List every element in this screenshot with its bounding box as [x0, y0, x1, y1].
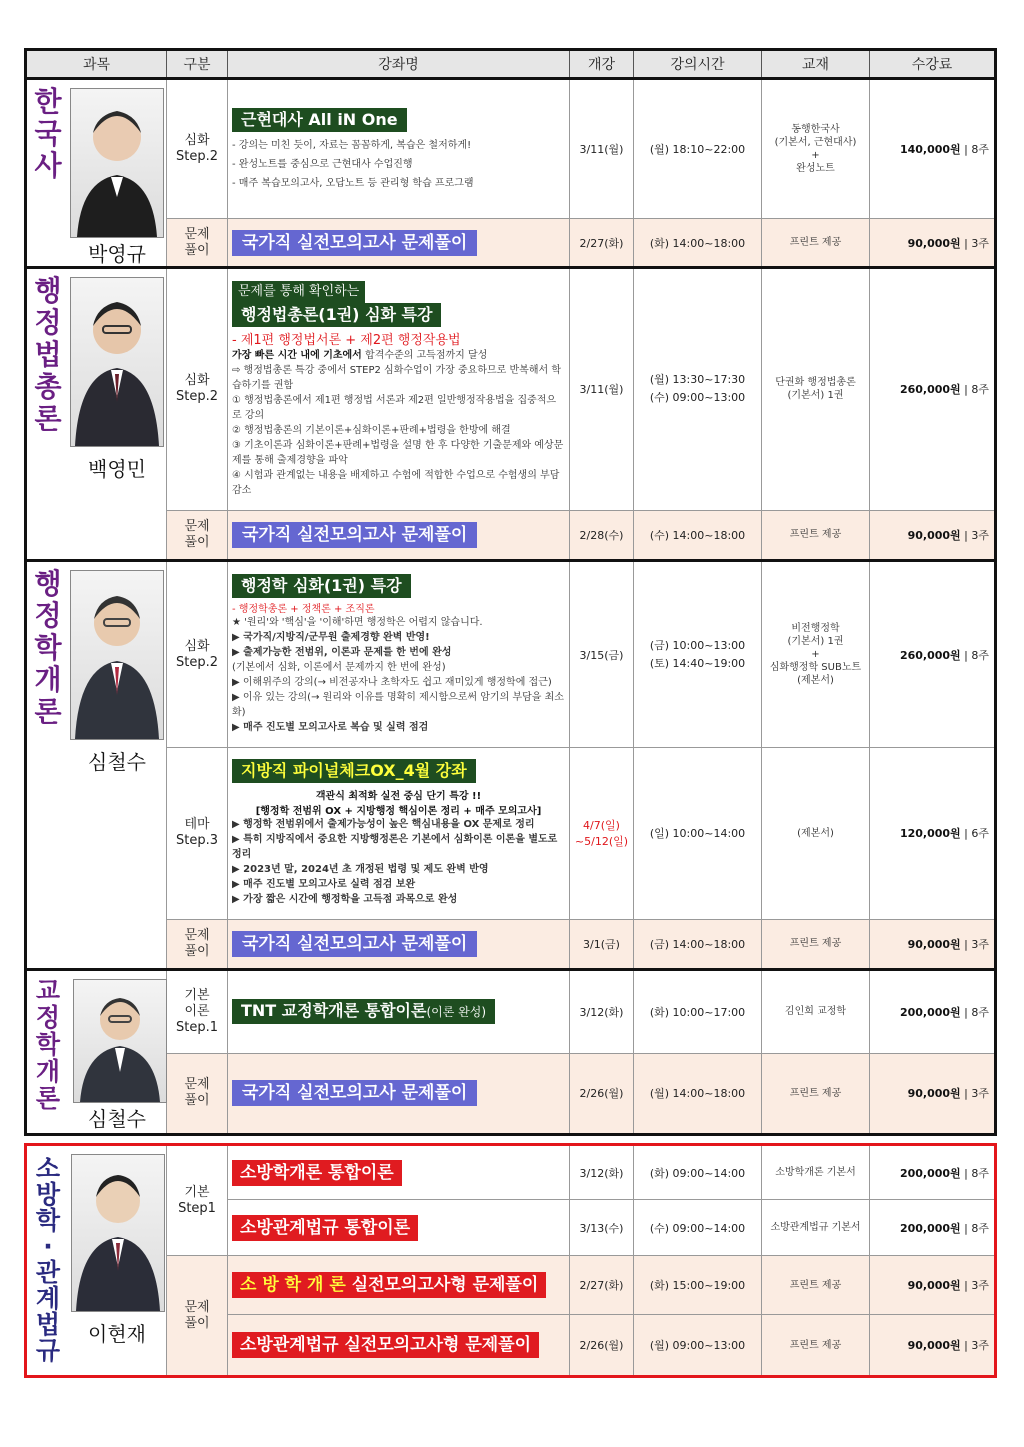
- course-tag: 소방학개론 통합이론: [232, 1160, 402, 1186]
- course-tag-highlight: 소 방 학 개 론: [240, 1275, 346, 1295]
- start-date: 3/11(월): [570, 268, 634, 511]
- textbook: 프린트 제공: [762, 1315, 870, 1377]
- course-desc: [232, 615, 565, 735]
- textbook: (제본서): [762, 748, 870, 919]
- category-cell: 문제 풀이: [167, 510, 228, 560]
- subject-title: 교 정 학 개 론: [35, 976, 61, 1113]
- fee-weeks: | 8주: [960, 648, 989, 662]
- desc-line: ⇨ 행정법총론 특강 중에서 STEP2 심화수업이 가장 중요하므로 반복해서 학습하기를 권함: [232, 364, 561, 391]
- fee-weeks: | 3주: [960, 1279, 989, 1292]
- textbook: 프린트 제공: [762, 219, 870, 268]
- person-icon: [71, 278, 163, 446]
- fee: [870, 79, 996, 219]
- fee: [870, 748, 996, 919]
- start-date: 2/27(화): [570, 219, 634, 268]
- course-cell: [228, 1256, 570, 1315]
- course-tag-note: (이론 완성): [426, 1005, 487, 1020]
- course-tag: 국가직 실전모의고사 문제풀이: [232, 230, 477, 256]
- main-schedule-table: [24, 48, 997, 1136]
- lecture-time: (수) 14:00~18:00: [634, 510, 762, 560]
- teacher-name: 백영민: [88, 457, 146, 481]
- textbook: 김인희 교정학: [762, 970, 870, 1054]
- subject-title: 행 정 학 개 론: [34, 567, 62, 728]
- fee: [870, 1200, 996, 1256]
- teacher-photo: [70, 88, 164, 238]
- textbook: 프린트 제공: [762, 1053, 870, 1134]
- fee-amount: 140,000원: [899, 143, 961, 157]
- lecture-time: (월) 18:10~22:00: [634, 79, 762, 219]
- person-icon: [74, 980, 166, 1102]
- lecture-time: (월) 09:00~13:00: [634, 1315, 762, 1377]
- category-cell: 기본 Step1: [167, 1145, 228, 1256]
- fee-weeks: | 3주: [960, 1087, 989, 1101]
- header-course: 강좌명: [228, 50, 570, 79]
- desc-line: ▶ 매주 진도별 모의고사로 복습 및 실력 점검: [232, 722, 429, 734]
- course-cell: [228, 79, 570, 219]
- course-cell: [228, 919, 570, 969]
- fee-amount: 90,000원: [907, 1279, 961, 1292]
- category-cell: 문제 풀이: [167, 919, 228, 969]
- desc-line: ▶ 가장 짧은 시간에 행정학을 고득점 과목으로 완성: [232, 894, 458, 906]
- person-icon: [71, 89, 163, 237]
- textbook: 동행한국사 (기본서, 근현대사) + 완성노트: [762, 79, 870, 219]
- lecture-time: (월) 14:00~18:00: [634, 1053, 762, 1134]
- category-cell: 문제 풀이: [167, 1053, 228, 1134]
- fee-weeks: | 8주: [960, 143, 989, 157]
- teacher-photo: [70, 570, 164, 740]
- fee-weeks: | 6주: [960, 827, 989, 841]
- desc-lead: 합격수준의 고득점까지 달성: [361, 349, 488, 361]
- category-cell: 문제 풀이: [167, 219, 228, 268]
- subject-title: 한 국 사: [34, 85, 62, 182]
- fee-amount: 90,000원: [907, 236, 961, 250]
- teacher-name: 심철수: [88, 750, 146, 774]
- course-desc: [232, 817, 565, 907]
- course-headline: [행정학 전범위 OX + 지방행정 핵심이론 정리 + 매주 모의고사]: [255, 806, 542, 818]
- teacher-name: 이현재: [88, 1322, 146, 1346]
- lecture-time: (화) 09:00~14:00: [634, 1145, 762, 1200]
- table-row: [26, 1053, 996, 1134]
- start-date: 3/15(금): [570, 561, 634, 748]
- header-start: 개강: [570, 50, 634, 79]
- subject-cell-correct: [26, 970, 167, 1135]
- course-desc: [232, 348, 565, 498]
- desc-line: ▶ 출제가능한 전범위, 이론과 문제를 한 번에 완성: [232, 647, 452, 659]
- course-desc: [232, 138, 565, 191]
- subject-cell-admlaw: [26, 268, 167, 561]
- course-cell: [228, 268, 570, 511]
- lecture-time: (수) 09:00~14:00: [634, 1200, 762, 1256]
- desc-line: - 매주 복습모의고사, 오답노트 등 관리형 학습 프로그램: [232, 177, 474, 189]
- course-cell: [228, 561, 570, 748]
- fee-weeks: | 3주: [960, 937, 989, 951]
- fee: [870, 510, 996, 560]
- table-row: [26, 561, 996, 748]
- fee: [870, 1145, 996, 1200]
- header-time: 강의시간: [634, 50, 762, 79]
- course-cell: [228, 1315, 570, 1377]
- fee-amount: 90,000원: [907, 1087, 961, 1101]
- fee-amount: 260,000원: [899, 648, 961, 662]
- desc-line: (기본에서 심화, 이론에서 문제까지 한 번에 완성): [232, 662, 446, 674]
- start-date: 3/12(화): [570, 970, 634, 1054]
- teacher-name: 박영규: [88, 242, 146, 266]
- course-cell: [228, 748, 570, 919]
- desc-line: ① 행정법총론에서 제1편 행정법 서론과 제2편 일반행정작용법을 집중적으로 강의: [232, 394, 557, 421]
- header-row: [26, 50, 996, 79]
- fee-weeks: | 3주: [960, 1339, 989, 1352]
- desc-line: ③ 기초이론과 심화이론+판례+법령을 설명 한 후 다양한 기출문제와 예상문제를 통해 출제경향을 파악: [232, 439, 564, 466]
- fee-amount: 260,000원: [899, 383, 961, 397]
- fire-schedule-table: [24, 1143, 997, 1378]
- fee-amount: 200,000원: [899, 1166, 961, 1180]
- fee-amount: 200,000원: [899, 1221, 961, 1235]
- fee-weeks: | 3주: [960, 528, 989, 542]
- header-book: 교재: [762, 50, 870, 79]
- course-headline: 객관식 최적화 실전 중심 단기 특강 !!: [315, 791, 482, 803]
- fee: [870, 1256, 996, 1315]
- category-cell: 문제 풀이: [167, 1256, 228, 1377]
- desc-line: ▶ 국가직/지방직/군무원 출제경향 완벽 반영!: [232, 632, 430, 644]
- desc-line: ▶ 행정학 전범위에서 출제가능성이 높은 핵심내용을 OX 문제로 정리: [232, 819, 535, 831]
- fee-amount: 200,000원: [899, 1005, 961, 1019]
- course-cell: [228, 1200, 570, 1256]
- course-tag: 소방관계법규 통합이론: [232, 1215, 418, 1241]
- desc-line: - 강의는 미친 듯이, 자료는 꼼꼼하게, 복습은 철저하게!: [232, 139, 472, 151]
- desc-line: ▶ 특히 지방직에서 중요한 지방행정론은 기본에서 심화이론 이론을 별도로 정리: [232, 834, 558, 861]
- lecture-time: (화) 15:00~19:00: [634, 1256, 762, 1315]
- table-row: [26, 748, 996, 919]
- lecture-time: (화) 10:00~17:00: [634, 970, 762, 1054]
- course-cell: [228, 1145, 570, 1200]
- course-cell: [228, 1053, 570, 1134]
- desc-lead-bold: 가장 빠른 시간 내에 기초에서: [232, 349, 362, 361]
- textbook: 프린트 제공: [762, 510, 870, 560]
- fee-weeks: | 8주: [960, 383, 989, 397]
- course-scope: - 제1편 행정법서론 + 제2편 행정작용법: [232, 332, 461, 348]
- fee: [870, 219, 996, 268]
- course-scope: - 행정학총론 + 정책론 + 조직론: [232, 604, 375, 616]
- person-icon: [72, 1155, 164, 1311]
- category-cell: 테마 Step.3: [167, 748, 228, 919]
- desc-line: ▶ 이해위주의 강의(→ 비전공자나 초학자도 쉽고 재미있게 행정학에 접근): [232, 677, 552, 689]
- course-subtag: 문제를 통해 확인하는: [232, 281, 365, 303]
- table-row: [26, 1256, 996, 1315]
- course-tag-text: 실전모의고사형 문제풀이: [345, 1275, 539, 1295]
- fee: [870, 919, 996, 969]
- textbook: 소방관계법규 기본서: [762, 1200, 870, 1256]
- desc-line: ② 행정법총론의 기본이론+심화이론+판례+법령을 한방에 해결: [232, 424, 511, 436]
- fee: [870, 1053, 996, 1134]
- lecture-time: (금) 10:00~13:00 (토) 14:40~19:00: [634, 561, 762, 748]
- fee-weeks: | 8주: [960, 1221, 989, 1235]
- fee-weeks: | 8주: [960, 1005, 989, 1019]
- textbook: 비전행정학 (기본서) 1권 + 심화행정학 SUB노트 (제본서): [762, 561, 870, 748]
- table-row: [26, 919, 996, 969]
- textbook: 단권화 행정법총론 (기본서) 1권: [762, 268, 870, 511]
- teacher-photo: [70, 277, 164, 447]
- course-tag: 국가직 실전모의고사 문제풀이: [232, 931, 477, 957]
- course-cell: [228, 970, 570, 1054]
- subject-cell-korhist: [26, 79, 167, 268]
- start-date: 4/7(일) ~5/12(일): [570, 748, 634, 919]
- desc-line: ▶ 매주 진도별 모의고사로 실력 점검 보완: [232, 879, 416, 891]
- subject-cell-pubadm: [26, 561, 167, 970]
- subject-cell-fire: [26, 1145, 167, 1377]
- start-date: 3/11(월): [570, 79, 634, 219]
- start-date: 2/28(수): [570, 510, 634, 560]
- teacher-photo: [71, 1154, 165, 1312]
- table-row: [26, 970, 996, 1054]
- textbook: 소방학개론 기본서: [762, 1145, 870, 1200]
- table-row: [26, 79, 996, 219]
- desc-line: ▶ 2023년 말, 2024년 초 개정된 법령 및 제도 완벽 반영: [232, 864, 489, 876]
- start-date: 3/1(금): [570, 919, 634, 969]
- course-tag: 지방직 파이널체크OX_4월 강좌: [232, 759, 476, 783]
- start-date: 2/27(화): [570, 1256, 634, 1315]
- start-date: 3/13(수): [570, 1200, 634, 1256]
- course-tag: [232, 999, 495, 1024]
- table-row: [26, 510, 996, 560]
- person-icon: [71, 571, 163, 739]
- desc-line: ▶ 이유 있는 강의(→ 원리와 이유를 명확히 제시함으로써 암기의 부담을 최소화): [232, 692, 564, 719]
- course-tag: 행정학 심화(1권) 특강: [232, 574, 411, 598]
- category-cell: 심화 Step.2: [167, 268, 228, 511]
- teacher-photo: [73, 979, 167, 1103]
- course-tag: 국가직 실전모의고사 문제풀이: [232, 1080, 477, 1106]
- teacher-name: 심철수: [88, 1107, 146, 1131]
- table-row: [26, 268, 996, 511]
- course-tag: 국가직 실전모의고사 문제풀이: [232, 522, 477, 548]
- fee-weeks: | 8주: [960, 1166, 989, 1180]
- header-subject: 과목: [26, 50, 167, 79]
- start-date: 2/26(월): [570, 1053, 634, 1134]
- course-cell: [228, 510, 570, 560]
- header-fee: 수강료: [870, 50, 996, 79]
- fee-amount: 90,000원: [907, 1339, 961, 1352]
- category-cell: 기본 이론 Step.1: [167, 970, 228, 1054]
- fee-amount: 90,000원: [907, 937, 961, 951]
- fee: [870, 1315, 996, 1377]
- fee-weeks: | 3주: [960, 236, 989, 250]
- category-cell: 심화 Step.2: [167, 561, 228, 748]
- start-date: 3/12(화): [570, 1145, 634, 1200]
- fee-amount: 90,000원: [907, 528, 961, 542]
- course-tag: 소방관계법규 실전모의고사형 문제풀이: [232, 1332, 539, 1358]
- header-category: 구분: [167, 50, 228, 79]
- lecture-time: (일) 10:00~14:00: [634, 748, 762, 919]
- textbook: 프린트 제공: [762, 1256, 870, 1315]
- table-row: [26, 219, 996, 268]
- category-cell: 심화 Step.2: [167, 79, 228, 219]
- course-tag: 근현대사 All iN One: [232, 108, 407, 132]
- lecture-time: (금) 14:00~18:00: [634, 919, 762, 969]
- desc-line: ★ '원리'와 '핵심'을 '이해'하면 행정학은 어렵지 않습니다.: [232, 617, 483, 629]
- lecture-time: (월) 13:30~17:30 (수) 09:00~13:00: [634, 268, 762, 511]
- course-tag: [232, 1272, 546, 1298]
- subject-title: 소 방 학 · 관 계 법 규: [35, 1154, 61, 1365]
- fee: [870, 970, 996, 1054]
- fee: [870, 268, 996, 511]
- desc-line: - 완성노트를 중심으로 근현대사 수업진행: [232, 158, 413, 170]
- lecture-time: (화) 14:00~18:00: [634, 219, 762, 268]
- course-tag: 행정법총론(1권) 심화 특강: [232, 303, 441, 327]
- fee: [870, 561, 996, 748]
- table-row: [26, 1145, 996, 1200]
- start-date: 2/26(월): [570, 1315, 634, 1377]
- subject-title: 행 정 법 총 론: [34, 274, 62, 435]
- fee-amount: 120,000원: [899, 827, 961, 841]
- textbook: 프린트 제공: [762, 919, 870, 969]
- desc-line: ④ 시험과 관계없는 내용을 배제하고 수험에 적합한 수업으로 수험생의 부담 감소: [232, 469, 560, 496]
- course-cell: [228, 219, 570, 268]
- course-tag-text: TNT 교정학개론 통합이론: [241, 1001, 427, 1021]
